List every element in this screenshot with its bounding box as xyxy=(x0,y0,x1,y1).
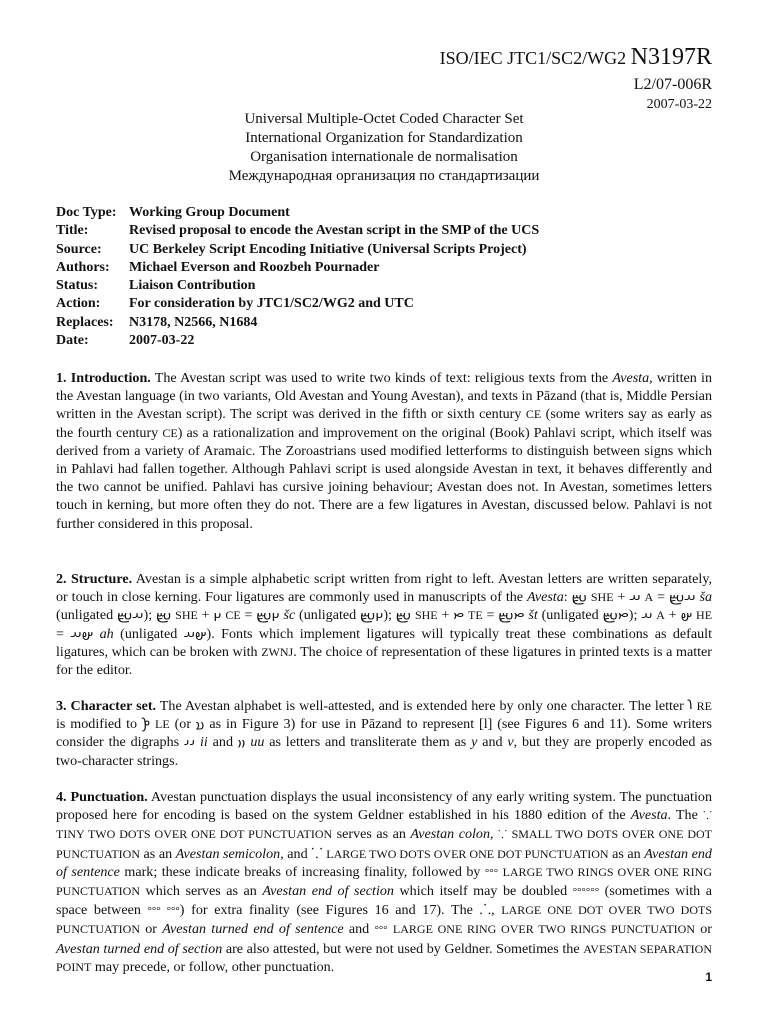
meta-value: UC Berkeley Script Encoding Initiative (Universal Scripts Project) xyxy=(129,241,527,257)
para-text: The Avestan script was used to write two kinds of text: religious texts from the xyxy=(150,370,613,386)
para-smallcaps: AVESTAN SEPARATION POINT xyxy=(56,941,712,974)
para-text: = 𐬙𐬴 xyxy=(482,607,529,624)
meta-value: 2007-03-22 xyxy=(129,333,195,349)
para-text: or xyxy=(140,921,163,938)
para-emphasis: Avestan turned end of sentence xyxy=(162,921,344,938)
para-text: Avestan punctuation displays the usual inconsistency of any early writing system. The punctuation proposed here for encoding is based on the system Geldner established in his 1880 edition of the xyxy=(56,789,712,824)
para-text: (unligated 𐬗𐬴); 𐬴 xyxy=(295,607,415,624)
para-smallcaps: HE xyxy=(696,608,713,623)
para-text: = 𐬀𐬴 xyxy=(653,589,700,606)
metadata-table xyxy=(56,204,716,350)
punctuation-glyph: °°°°°° xyxy=(572,886,600,899)
para-text: (sometimes with a space between xyxy=(56,883,713,919)
meta-row xyxy=(56,295,716,313)
para-emphasis: št xyxy=(528,607,538,624)
section-heading: 2. Structure. xyxy=(56,571,133,587)
para-text: (unligated 𐬀𐬴); 𐬴 xyxy=(56,607,176,624)
para-smallcaps: SHE xyxy=(175,608,198,623)
para-emphasis: Avestan turned end of section xyxy=(56,940,223,957)
para-text: . The xyxy=(667,807,703,824)
para-text: , written in the Avestan language (in two variants, Old Avestan and Young Avestan), and texts in Pāzand (that is, Middle Persian written in the Avestan script). The script was derived in the fifth or sixth century xyxy=(56,370,713,423)
para-text: which itself may be doubled xyxy=(393,883,573,900)
para-text: which serves as an xyxy=(140,883,263,900)
meta-key: Title: xyxy=(56,223,89,239)
title-line: International Organization for Standardization xyxy=(245,130,523,146)
para-emphasis: Avesta xyxy=(630,807,668,824)
meta-key: Action: xyxy=(56,296,101,312)
title-line: Universal Multiple-Octet Coded Character Set xyxy=(244,111,524,127)
punctuation-glyph: °°° xyxy=(484,866,499,879)
meta-row xyxy=(56,277,716,295)
para-smallcaps: CE xyxy=(225,608,241,623)
para-smallcaps: LARGE ONE DOT OVER TWO DOTS PUNCTUATION xyxy=(56,903,712,937)
para-text: and xyxy=(343,921,375,938)
para-text: + 𐬀 xyxy=(613,589,645,606)
para-smallcaps: SMALL TWO DOTS OVER ONE DOT PUNCTUATION xyxy=(56,827,713,861)
meta-key: Date: xyxy=(56,333,89,349)
para-text: serves as an xyxy=(332,826,411,843)
title-line: Organisation internationale de normalisation xyxy=(250,149,518,165)
l2-number: L2/07-006R xyxy=(633,76,712,93)
punctuation-glyph: ⸪ xyxy=(702,810,713,823)
para-emphasis: Avestan end of section xyxy=(262,883,394,900)
title-line: Международная организация по стандартизации xyxy=(228,168,540,184)
para-text: ) for extra finality (see Figures 16 and 17). The xyxy=(179,902,480,919)
para-text: = 𐬗𐬴 xyxy=(240,607,284,624)
punctuation-glyph: ⸫ xyxy=(479,902,492,919)
meta-value: N3178, N2566, N1684 xyxy=(129,314,258,330)
section-heading: 1. Introduction. xyxy=(56,370,151,386)
para-text: , and xyxy=(280,845,312,862)
section-character-set xyxy=(56,697,712,770)
para-text: and xyxy=(477,734,508,751)
para-emphasis: Avestan colon xyxy=(410,826,491,843)
section-heading: 3. Character set. xyxy=(56,698,157,714)
para-emphasis: Avestan semicolon xyxy=(175,845,281,862)
meta-row xyxy=(56,314,716,332)
para-smallcaps: CE xyxy=(162,425,178,440)
para-text: ) as a rationalization and improvement on the original (Book) Pahlavi script, which itself was derived from a variety of Aramaic. The Zoroastrians used modified letterforms to distinguish between signs which in Pahlavi had fallen together. Although Pahlavi script is used alongside Avestan in text, it behaves differently and the two cannot be unified. Pahlavi has cursive joining behaviour; Avestan does not. In Avestan, sometimes letters touch in kerning, but more often they do not. There are a few ligatures in Avestan, discussed below. Pahlavi is not further considered in this proposal. xyxy=(56,424,713,532)
para-smallcaps: A xyxy=(644,590,654,605)
para-text: , but they are properly encoded as two-character strings. xyxy=(56,734,712,769)
para-emphasis: v xyxy=(507,734,514,751)
para-text: may precede, or follow, other punctuation. xyxy=(91,958,335,975)
para-smallcaps: RE xyxy=(696,699,713,713)
para-text: as letters and transliterate them as xyxy=(264,734,472,751)
para-text: (unligated 𐬵𐬀). Fonts which implement ligatures will typically treat these combinations as default ligatures, which can be broken with xyxy=(56,625,712,660)
para-text: + 𐬵 xyxy=(664,607,697,624)
punctuation-glyph: °°° °°° xyxy=(147,905,180,918)
para-smallcaps: LARGE TWO DOTS OVER ONE DOT PUNCTUATION xyxy=(326,846,609,861)
para-text: + 𐬙 xyxy=(437,607,468,624)
para-emphasis: uu xyxy=(250,734,265,751)
para-emphasis: šc xyxy=(283,607,296,624)
section-punctuation xyxy=(56,788,712,976)
para-emphasis: Avestan end of sentence xyxy=(56,845,712,880)
para-text: . The choice of representation of these ligatures in printed texts is a matter for the editor. xyxy=(56,643,712,679)
para-text: Avestan is a simple alphabetic script written from right to left. Avestan letters are written separately, or touch in close kerning. Four ligatures are commonly used in manuscripts of the xyxy=(56,571,712,606)
meta-row xyxy=(56,259,716,277)
para-smallcaps: LE xyxy=(155,717,170,732)
para-emphasis: ša xyxy=(699,589,713,606)
section-introduction xyxy=(56,369,712,533)
para-emphasis: ii xyxy=(200,734,208,751)
para-emphasis: Avesta xyxy=(526,589,564,606)
para-text: : 𐬴 xyxy=(563,589,591,606)
meta-key: Replaces: xyxy=(56,314,114,330)
meta-value: For consideration by JTC1/SC2/WG2 and UTC xyxy=(129,296,414,312)
title-block xyxy=(0,110,768,186)
document-header-id xyxy=(440,44,712,71)
para-text: , xyxy=(490,826,499,843)
meta-value: Michael Everson and Roozbeh Pournader xyxy=(129,259,380,275)
para-text: as an xyxy=(608,845,645,862)
para-smallcaps: LARGE TWO RINGS OVER ONE RING PUNCTUATION xyxy=(56,864,712,899)
para-smallcaps: ZWNJ xyxy=(261,644,294,659)
meta-key: Source: xyxy=(56,241,102,257)
para-text: The Avestan alphabet is well-attested, and is extended here by only one character. The letter 𐬭 xyxy=(156,698,697,714)
para-text: (unligated 𐬙𐬴); 𐬀 xyxy=(537,607,657,624)
meta-row xyxy=(56,332,716,350)
para-smallcaps: TINY TWO DOTS OVER ONE DOT PUNCTUATION xyxy=(56,827,333,842)
para-text: mark; these indicate breaks of increasing finality, followed by xyxy=(119,863,485,880)
meta-value: Liaison Contribution xyxy=(129,278,256,294)
para-text: or xyxy=(694,921,712,938)
page-number: 1 xyxy=(705,970,712,984)
meta-row xyxy=(56,204,716,222)
para-text: (or 𐬯 as in Figure 3) for use in Pāzand to represent [l] (see Figures 6 and 11). Some writers consider the digraphs 𐬌𐬌 xyxy=(56,716,712,751)
punctuation-glyph: ⸪ xyxy=(498,829,508,842)
para-text: as an xyxy=(140,845,176,862)
section-heading: 4. Punctuation. xyxy=(56,789,148,805)
meta-row xyxy=(56,222,716,240)
para-text: and 𐬎𐬎 xyxy=(207,734,251,751)
para-smallcaps: SHE xyxy=(590,590,614,605)
para-smallcaps: TE xyxy=(467,608,483,623)
para-text: is modified to 𐬮 xyxy=(56,716,156,733)
section-structure xyxy=(56,570,712,679)
org-code: ISO/IEC JTC1/SC2/WG2 xyxy=(439,48,627,68)
meta-value: Revised proposal to encode the Avestan script in the SMP of the UCS xyxy=(129,223,540,239)
para-emphasis: ah xyxy=(99,625,114,642)
para-text: (some writers say as early as the fourth century xyxy=(56,406,712,441)
para-emphasis: y xyxy=(471,734,478,751)
para-text: are also attested, but were not used by Geldner. Sometimes the xyxy=(222,940,584,957)
para-text: + 𐬗 xyxy=(197,607,226,624)
meta-row xyxy=(56,241,716,259)
para-smallcaps: CE xyxy=(525,407,542,422)
para-smallcaps: SHE xyxy=(414,608,438,623)
meta-value: Working Group Document xyxy=(129,205,290,220)
para-smallcaps: A xyxy=(656,608,665,623)
doc-number: N3197R xyxy=(630,44,712,70)
para-smallcaps: LARGE ONE RING OVER TWO RINGS PUNCTUATION xyxy=(392,922,695,937)
meta-key: Status: xyxy=(56,278,99,294)
punctuation-glyph: °°° xyxy=(374,924,388,937)
para-text: , xyxy=(491,902,502,919)
header-date: 2007-03-22 xyxy=(646,97,712,112)
para-text: = 𐬵𐬀 xyxy=(56,625,100,642)
para-emphasis: Avesta xyxy=(612,370,650,386)
meta-key: Authors: xyxy=(56,259,110,275)
punctuation-glyph: ⸪ xyxy=(311,845,323,862)
meta-key: Doc Type: xyxy=(56,205,117,220)
